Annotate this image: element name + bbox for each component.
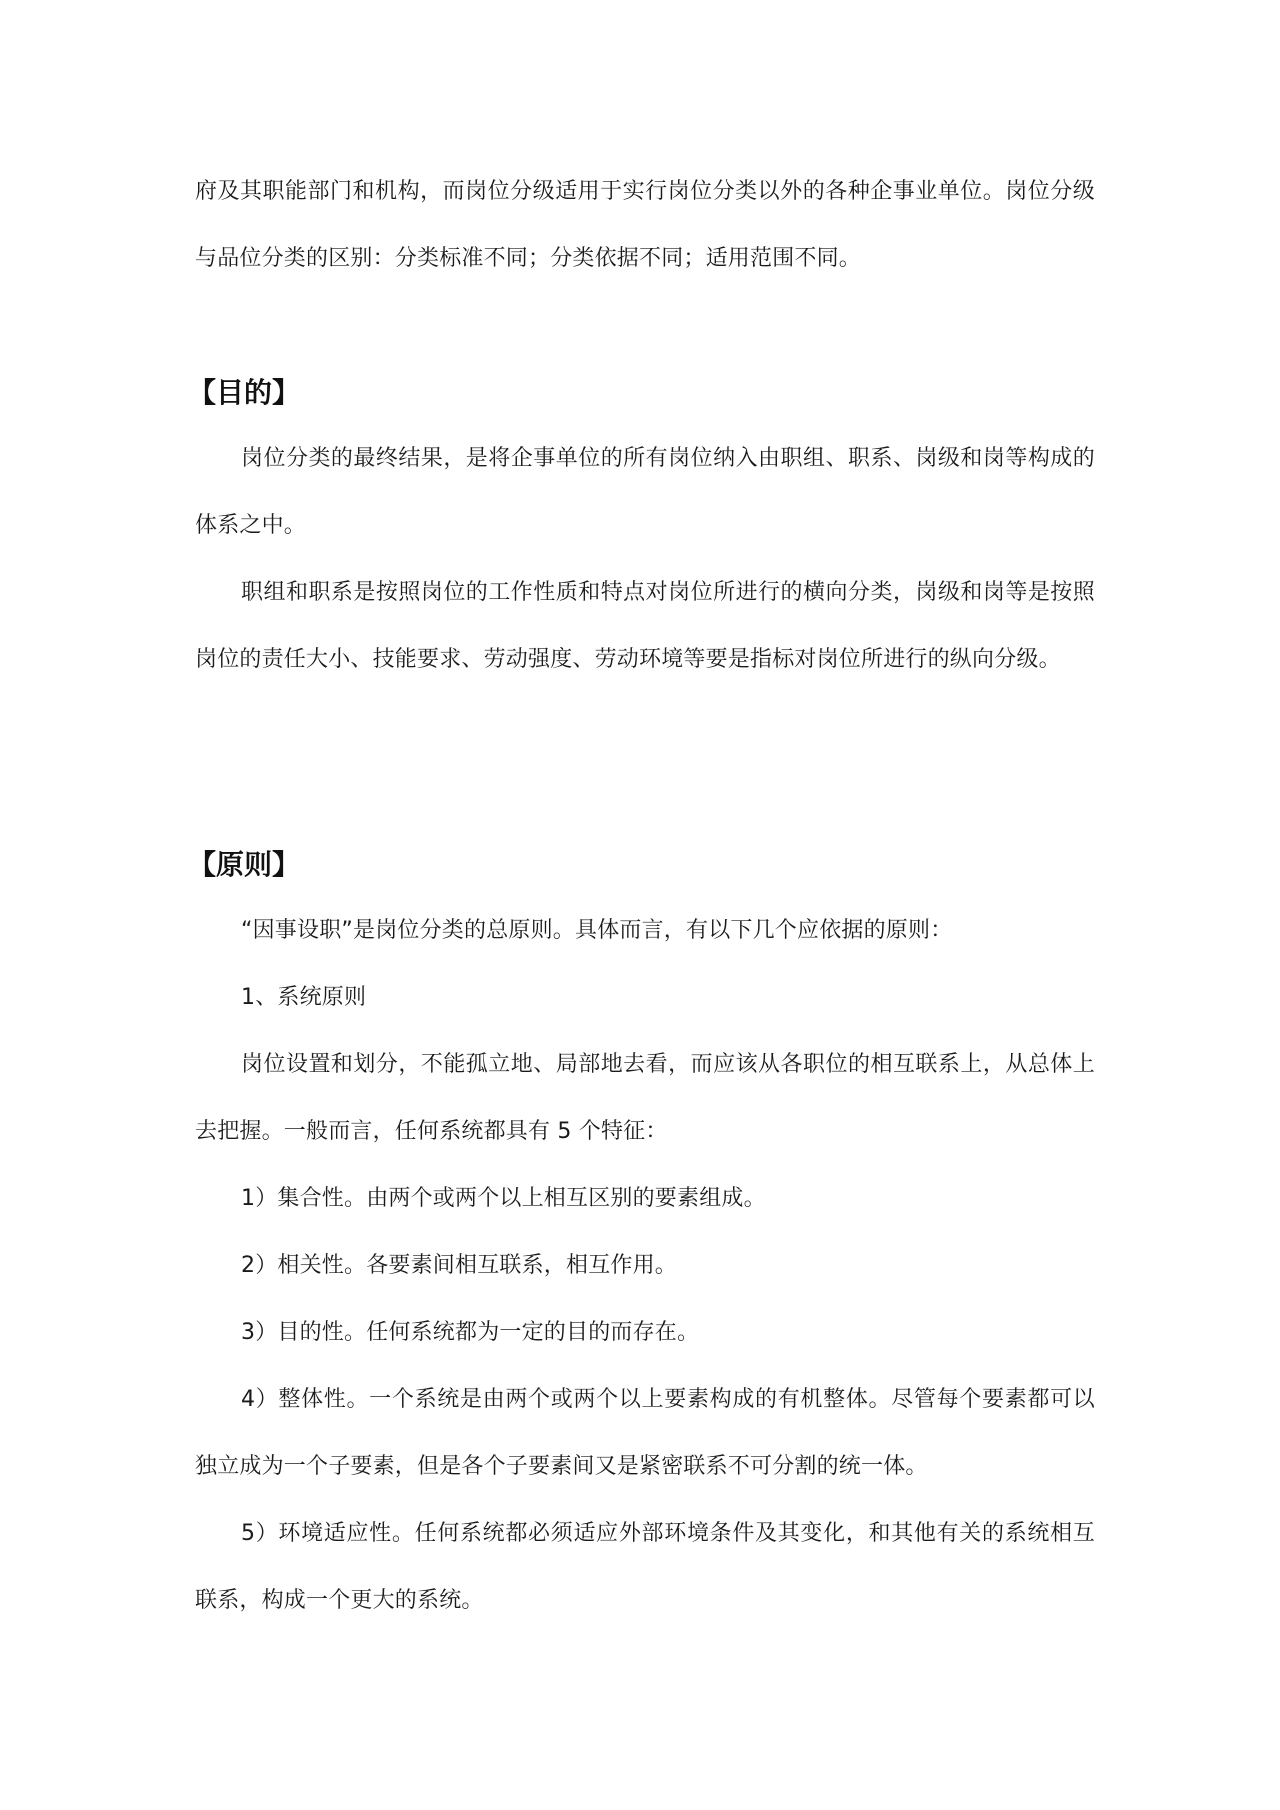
principle-intro: “因事设职”是岗位分类的总原则。具体而言，有以下几个应依据的原则： <box>241 918 953 943</box>
feature-item: 4）整体性。一个系统是由两个或两个以上要素构成的有机整体。尽管每个要素都可以独立成为一个子要素，但是各个子要素间又是紧密联系不可分割的统一体。 <box>195 1387 1095 1479</box>
feature-item: 2）相关性。各要素间相互联系，相互作用。 <box>241 1253 677 1278</box>
feature-item: 5）环境适应性。任何系统都必须适应外部环境条件及其变化，和其他有关的系统相互联系，构成一个更大的系统。 <box>195 1521 1095 1613</box>
purpose-heading: 【目的】 <box>188 376 301 409</box>
principle-item-body: 岗位设置和划分，不能孤立地、局部地去看，而应该从各职位的相互联系上，从总体上去把握。一般而言，任何系统都具有 5 个特征： <box>195 1052 1095 1144</box>
purpose-paragraph-2: 职组和职系是按照岗位的工作性质和特点对岗位所进行的横向分类，岗级和岗等是按照岗位的责任大小、技能要求、劳动强度、劳动环境等要是指标对岗位所进行的纵向分级。 <box>195 580 1095 672</box>
principle-item-title: 1、系统原则 <box>241 985 367 1010</box>
feature-item: 1）集合性。由两个或两个以上相互区别的要素组成。 <box>241 1186 766 1211</box>
purpose-paragraph-1: 岗位分类的最终结果，是将企事单位的所有岗位纳入由职组、职系、岗级和岗等构成的体系之中。 <box>195 446 1095 538</box>
intro-paragraph: 府及其职能部门和机构，而岗位分级适用于实行岗位分类以外的各种企事业单位。岗位分级与品位分类的区别：分类标准不同；分类依据不同；适用范围不同。 <box>195 179 1095 271</box>
principle-heading: 【原则】 <box>188 848 301 881</box>
feature-item: 3）目的性。任何系统都为一定的目的而存在。 <box>241 1320 700 1345</box>
